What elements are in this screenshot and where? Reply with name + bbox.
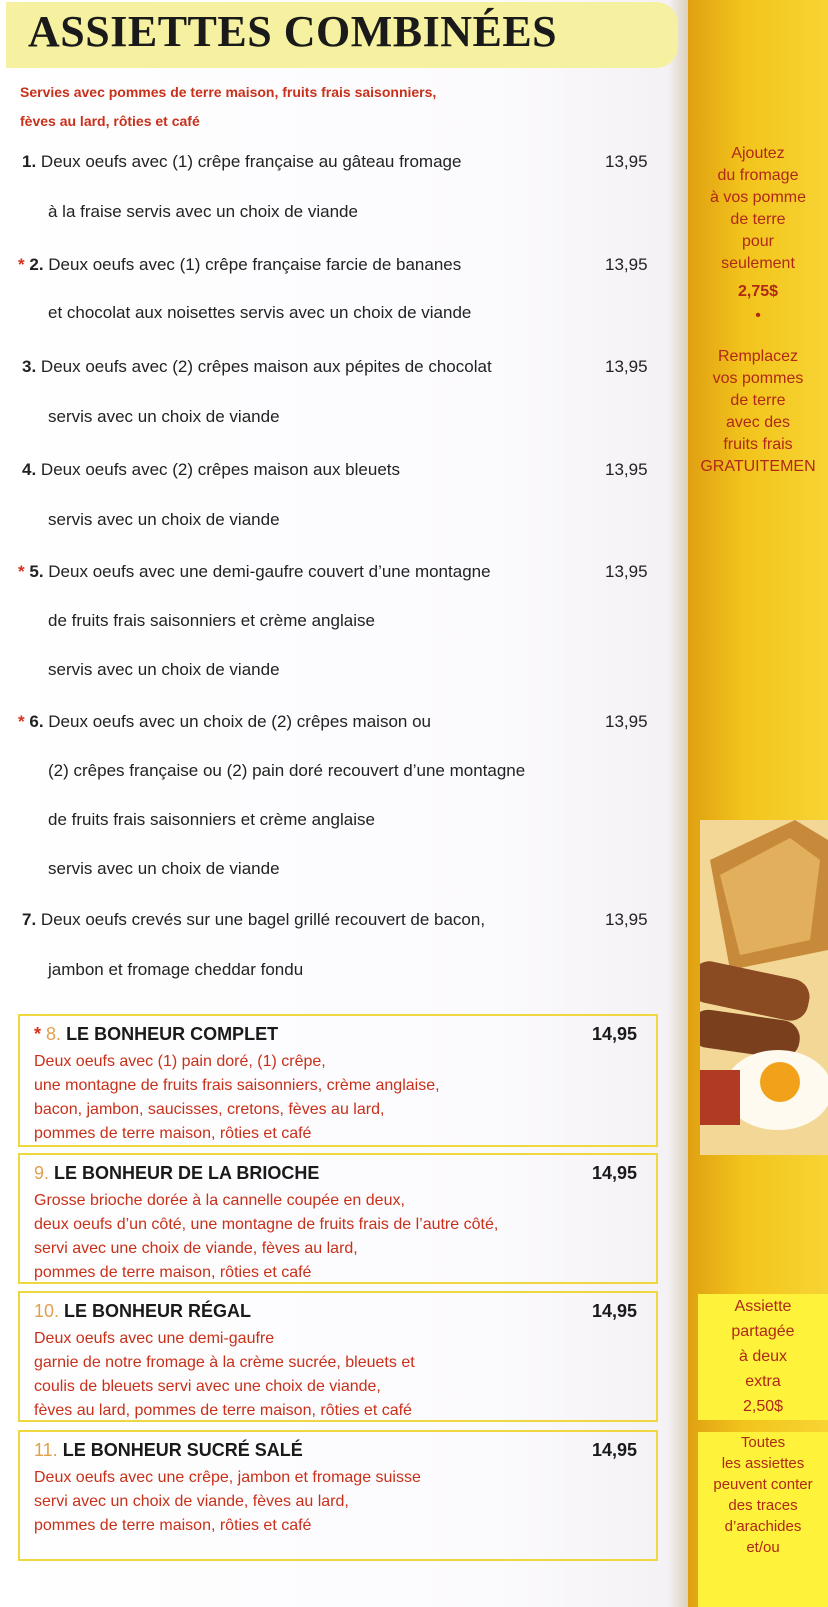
note-line: de terre <box>730 211 786 228</box>
menu-item-5-price: 13,95 <box>605 562 648 581</box>
menu-item-7-price: 13,95 <box>605 910 648 929</box>
menu-item-1-line2: à la fraise servis avec un choix de viande <box>48 202 358 221</box>
note-line: à deux <box>738 1348 788 1365</box>
sidebar-shadow <box>668 0 688 1607</box>
item-number: 3. <box>22 357 37 376</box>
menu-item-1-title <box>22 152 461 172</box>
star-marker: * <box>18 712 25 731</box>
note-line: seulement <box>721 255 795 272</box>
combo-description-line: une montagne de fruits frais saisonniers, crème anglaise, <box>34 1077 440 1094</box>
combo-price: 14,95 <box>592 1301 638 1321</box>
item-number: 7. <box>22 910 37 929</box>
menu-item-6-line3: de fruits frais saisonniers et crème anglaise <box>48 810 375 829</box>
item-text: Deux oeufs avec une demi-gaufre couvert d’une montagne <box>48 562 491 581</box>
menu-item-7-line2: jambon et fromage cheddar fondu <box>48 960 304 979</box>
shared-price: 2,50$ <box>742 1398 784 1415</box>
combo-description-line: servi avec un choix de viande, fèves au lard, <box>34 1493 349 1510</box>
combo-description-line: pommes de terre maison, rôties et café <box>34 1517 312 1534</box>
bullet-separator: • <box>755 307 761 324</box>
note-line: de terre <box>730 392 786 409</box>
menu-item-2-title <box>18 255 461 275</box>
note-line: extra <box>745 1373 781 1390</box>
combo-name: LE BONHEUR DE LA BRIOCHE <box>54 1163 320 1183</box>
combo-description-line: fèves au lard, pommes de terre maison, rôties et café <box>34 1402 412 1419</box>
menu-item-4-price: 13,95 <box>605 460 648 479</box>
combo-description-line: Deux oeufs avec une crêpe, jambon et fromage suisse <box>34 1469 421 1486</box>
menu-item-7-title <box>22 910 485 930</box>
combo-box-heading <box>34 1163 319 1184</box>
note-line: des traces <box>728 1497 798 1514</box>
combo-box-9 <box>18 1153 658 1284</box>
note-line: Toutes <box>740 1434 786 1451</box>
allergy-note <box>698 1432 828 1607</box>
combo-description-line: Deux oeufs avec (1) pain doré, (1) crêpe, <box>34 1053 326 1070</box>
combo-description-line: servi avec une choix de viande, fèves au lard, <box>34 1240 358 1257</box>
combo-description <box>34 1050 440 1146</box>
subtitle-line: Servies avec pommes de terre maison, fruits frais saisonniers, <box>20 84 437 100</box>
combo-box-heading <box>34 1440 303 1461</box>
combo-name: LE BONHEUR RÉGAL <box>64 1301 252 1321</box>
note-line: et/ou <box>746 1539 780 1556</box>
menu-item-5-line3: servis avec un choix de viande <box>48 660 280 679</box>
combo-description <box>34 1466 421 1538</box>
combo-description-line: pommes de terre maison, rôties et café <box>34 1264 312 1281</box>
combo-description-line: garnie de notre fromage à la crème sucrée, bleuets et <box>34 1354 415 1371</box>
item-number: 2. <box>29 255 44 274</box>
fruit-swap-note <box>688 346 828 478</box>
combo-description-line: coulis de bleuets servi avec une choix de viande, <box>34 1378 381 1395</box>
combo-description <box>34 1189 498 1285</box>
note-line: du fromage <box>717 167 799 184</box>
item-text: Deux oeufs avec (2) crêpes maison aux pépites de chocolat <box>40 357 492 376</box>
subtitle-line: fèves au lard, rôties et café <box>20 113 200 129</box>
combo-name: LE BONHEUR SUCRÉ SALÉ <box>62 1440 303 1460</box>
combo-box-heading <box>34 1301 251 1322</box>
note-line: les assiettes <box>721 1455 805 1472</box>
star-marker: * <box>18 562 25 581</box>
item-number: 4. <box>22 460 37 479</box>
menu-item-5-title <box>18 562 491 582</box>
note-line: à vos pomme <box>709 189 807 206</box>
cheese-price: 2,75$ <box>737 283 779 300</box>
note-line: partagée <box>731 1323 795 1340</box>
combo-name: LE BONHEUR COMPLET <box>66 1024 279 1044</box>
shared-plate-note <box>698 1294 828 1420</box>
note-line: vos pommes <box>712 370 804 387</box>
note-line: Remplacez <box>717 348 799 365</box>
combo-description <box>34 1327 415 1423</box>
item-number: 5. <box>29 562 44 581</box>
combo-description-line: Grosse brioche dorée à la cannelle coupée en deux, <box>34 1192 405 1209</box>
item-text: Deux oeufs avec (2) crêpes maison aux bleuets <box>40 460 400 479</box>
note-line: Ajoutez <box>731 145 785 162</box>
combo-box-11 <box>18 1430 658 1561</box>
food-photo-illustration <box>700 820 828 1155</box>
note-line: fruits frais <box>723 436 793 453</box>
combo-number: 8. <box>46 1024 62 1044</box>
combo-number: 10. <box>34 1301 60 1321</box>
combo-description-line: Deux oeufs avec une demi-gaufre <box>34 1330 275 1347</box>
menu-item-4-title <box>22 460 400 480</box>
note-line: pour <box>741 233 775 250</box>
item-text: Deux oeufs crevés sur une bagel grillé recouvert de bacon, <box>40 910 486 929</box>
combo-price: 14,95 <box>592 1163 638 1183</box>
combo-box-8 <box>18 1014 658 1147</box>
note-line: d’arachides <box>724 1518 802 1535</box>
combo-price: 14,95 <box>592 1440 638 1460</box>
combo-description-line: pommes de terre maison, rôties et café <box>34 1125 312 1142</box>
menu-item-3-title <box>22 357 492 377</box>
combo-box-heading <box>34 1024 278 1045</box>
combo-description-line: deux oeufs d’un côté, une montagne de fruits frais de l’autre côté, <box>34 1216 499 1233</box>
menu-item-3-price: 13,95 <box>605 357 648 376</box>
combo-number: 11. <box>34 1440 58 1460</box>
combo-box-10 <box>18 1291 658 1422</box>
note-line: avec des <box>725 414 791 431</box>
combo-price: 14,95 <box>592 1024 638 1044</box>
item-text: Deux oeufs avec un choix de (2) crêpes maison ou <box>48 712 431 731</box>
menu-item-2-line2: et chocolat aux noisettes servis avec un choix de viande <box>48 303 472 322</box>
subtitle <box>20 78 520 136</box>
combo-number: 9. <box>34 1163 50 1183</box>
item-number: 1. <box>22 152 37 171</box>
item-number: 6. <box>29 712 44 731</box>
menu-item-6-line2: (2) crêpes française ou (2) pain doré recouvert d’une montagne <box>48 761 526 780</box>
note-line: Assiette <box>734 1298 792 1315</box>
menu-item-5-line2: de fruits frais saisonniers et crème anglaise <box>48 611 375 630</box>
menu-item-1-price: 13,95 <box>605 152 648 171</box>
food-photo <box>700 820 828 1155</box>
menu-item-3-line2: servis avec un choix de viande <box>48 407 280 426</box>
star-marker: * <box>18 255 25 274</box>
item-text: Deux oeufs avec (1) crêpe française farcie de bananes <box>48 255 462 274</box>
note-line: peuvent conter <box>713 1476 813 1493</box>
menu-item-6-title <box>18 712 431 732</box>
menu-item-4-line2: servis avec un choix de viande <box>48 510 280 529</box>
menu-item-2-price: 13,95 <box>605 255 648 274</box>
combo-description-line: bacon, jambon, saucisses, cretons, fèves au lard, <box>34 1101 385 1118</box>
menu-item-6-line4: servis avec un choix de viande <box>48 859 280 878</box>
menu-item-6-price: 13,95 <box>605 712 648 731</box>
page-title: ASSIETTES COMBINÉES <box>28 7 558 56</box>
note-line: GRATUITEMEN <box>700 458 816 475</box>
item-text: Deux oeufs avec (1) crêpe française au gâteau fromage <box>40 152 462 171</box>
star-marker: * <box>34 1024 42 1044</box>
cheese-upgrade-note <box>688 143 828 327</box>
